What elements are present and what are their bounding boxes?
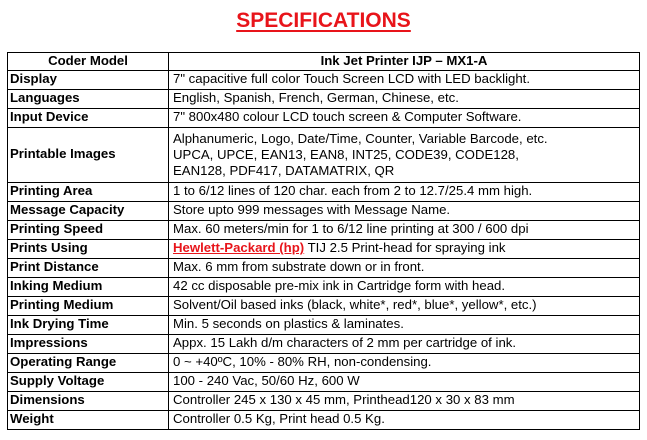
spec-label: Message Capacity bbox=[8, 201, 169, 220]
spec-label: Languages bbox=[8, 89, 169, 108]
spec-label: Dimensions bbox=[8, 391, 169, 410]
table-row bbox=[8, 410, 640, 429]
column-header-model-name: Ink Jet Printer IJP – MX1-A bbox=[169, 53, 640, 71]
spec-label: Weight bbox=[8, 410, 169, 429]
spec-value-line: Alphanumeric, Logo, Date/Time, Counter, Variable Barcode, etc. bbox=[173, 130, 548, 146]
page-title: SPECIFICATIONS bbox=[236, 9, 411, 32]
spec-value-line: UPCA, UPCE, EAN13, EAN8, INT25, CODE39, CODE128, bbox=[173, 146, 519, 162]
spec-value: Max. 60 meters/min for 1 to 6/12 line printing at 300 / 600 dpi bbox=[169, 220, 640, 239]
column-header-coder-model: Coder Model bbox=[8, 53, 169, 71]
spec-label: Display bbox=[8, 70, 169, 89]
spec-value-line: EAN128, PDF417, DATAMATRIX, QR bbox=[173, 162, 395, 178]
spec-value: Controller 245 x 130 x 45 mm, Printhead120 x 30 x 83 mm bbox=[169, 391, 640, 410]
spec-label: Print Distance bbox=[8, 258, 169, 277]
hewlett-packard-link[interactable]: Hewlett-Packard (hp) bbox=[173, 240, 305, 256]
spec-value: Max. 6 mm from substrate down or in front. bbox=[169, 258, 640, 277]
table-row bbox=[8, 315, 640, 334]
spec-value: 0 ~ +40ºC, 10% - 80% RH, non-condensing. bbox=[169, 353, 640, 372]
table-row bbox=[8, 89, 640, 108]
spec-value bbox=[169, 127, 640, 182]
table-row bbox=[8, 353, 640, 372]
spec-value: 42 cc disposable pre-mix ink in Cartridge form with head. bbox=[169, 277, 640, 296]
spec-value: 100 - 240 Vac, 50/60 Hz, 600 W bbox=[169, 372, 640, 391]
spec-value: Store upto 999 messages with Message Name. bbox=[169, 201, 640, 220]
spec-label: Printing Area bbox=[8, 182, 169, 201]
spec-value: 7" capacitive full color Touch Screen LCD with LED backlight. bbox=[169, 70, 640, 89]
spec-label: Prints Using bbox=[8, 239, 169, 258]
specifications-table bbox=[7, 52, 640, 430]
table-row bbox=[8, 108, 640, 127]
spec-label: Supply Voltage bbox=[8, 372, 169, 391]
table-row bbox=[8, 220, 640, 239]
spec-label: Inking Medium bbox=[8, 277, 169, 296]
table-row bbox=[8, 70, 640, 89]
table-row bbox=[8, 127, 640, 182]
spec-value: Solvent/Oil based inks (black, white*, red*, blue*, yellow*, etc.) bbox=[169, 296, 640, 315]
table-row bbox=[8, 334, 640, 353]
table-row bbox=[8, 239, 640, 258]
spec-label: Printing Speed bbox=[8, 220, 169, 239]
table-row bbox=[8, 296, 640, 315]
spec-value-text: TIJ 2.5 Print-head for spraying ink bbox=[304, 240, 506, 256]
spec-value: Min. 5 seconds on plastics & laminates. bbox=[169, 315, 640, 334]
spec-label: Operating Range bbox=[8, 353, 169, 372]
spec-value: Controller 0.5 Kg, Print head 0.5 Kg. bbox=[169, 410, 640, 429]
spec-value: Appx. 15 Lakh d/m characters of 2 mm per cartridge of ink. bbox=[169, 334, 640, 353]
table-row bbox=[8, 201, 640, 220]
table-row bbox=[8, 372, 640, 391]
table-header-row bbox=[8, 53, 640, 71]
table-row bbox=[8, 277, 640, 296]
spec-value: 7" 800x480 colour LCD touch screen & Computer Software. bbox=[169, 108, 640, 127]
table-row bbox=[8, 258, 640, 277]
table-row bbox=[8, 391, 640, 410]
spec-value: English, Spanish, French, German, Chinese, etc. bbox=[169, 89, 640, 108]
spec-label: Impressions bbox=[8, 334, 169, 353]
spec-label: Input Device bbox=[8, 108, 169, 127]
spec-value: 1 to 6/12 lines of 120 char. each from 2 to 12.7/25.4 mm high. bbox=[169, 182, 640, 201]
spec-label: Ink Drying Time bbox=[8, 315, 169, 334]
spec-value bbox=[169, 239, 640, 258]
spec-label: Printing Medium bbox=[8, 296, 169, 315]
spec-label: Printable Images bbox=[8, 127, 169, 182]
table-row bbox=[8, 182, 640, 201]
